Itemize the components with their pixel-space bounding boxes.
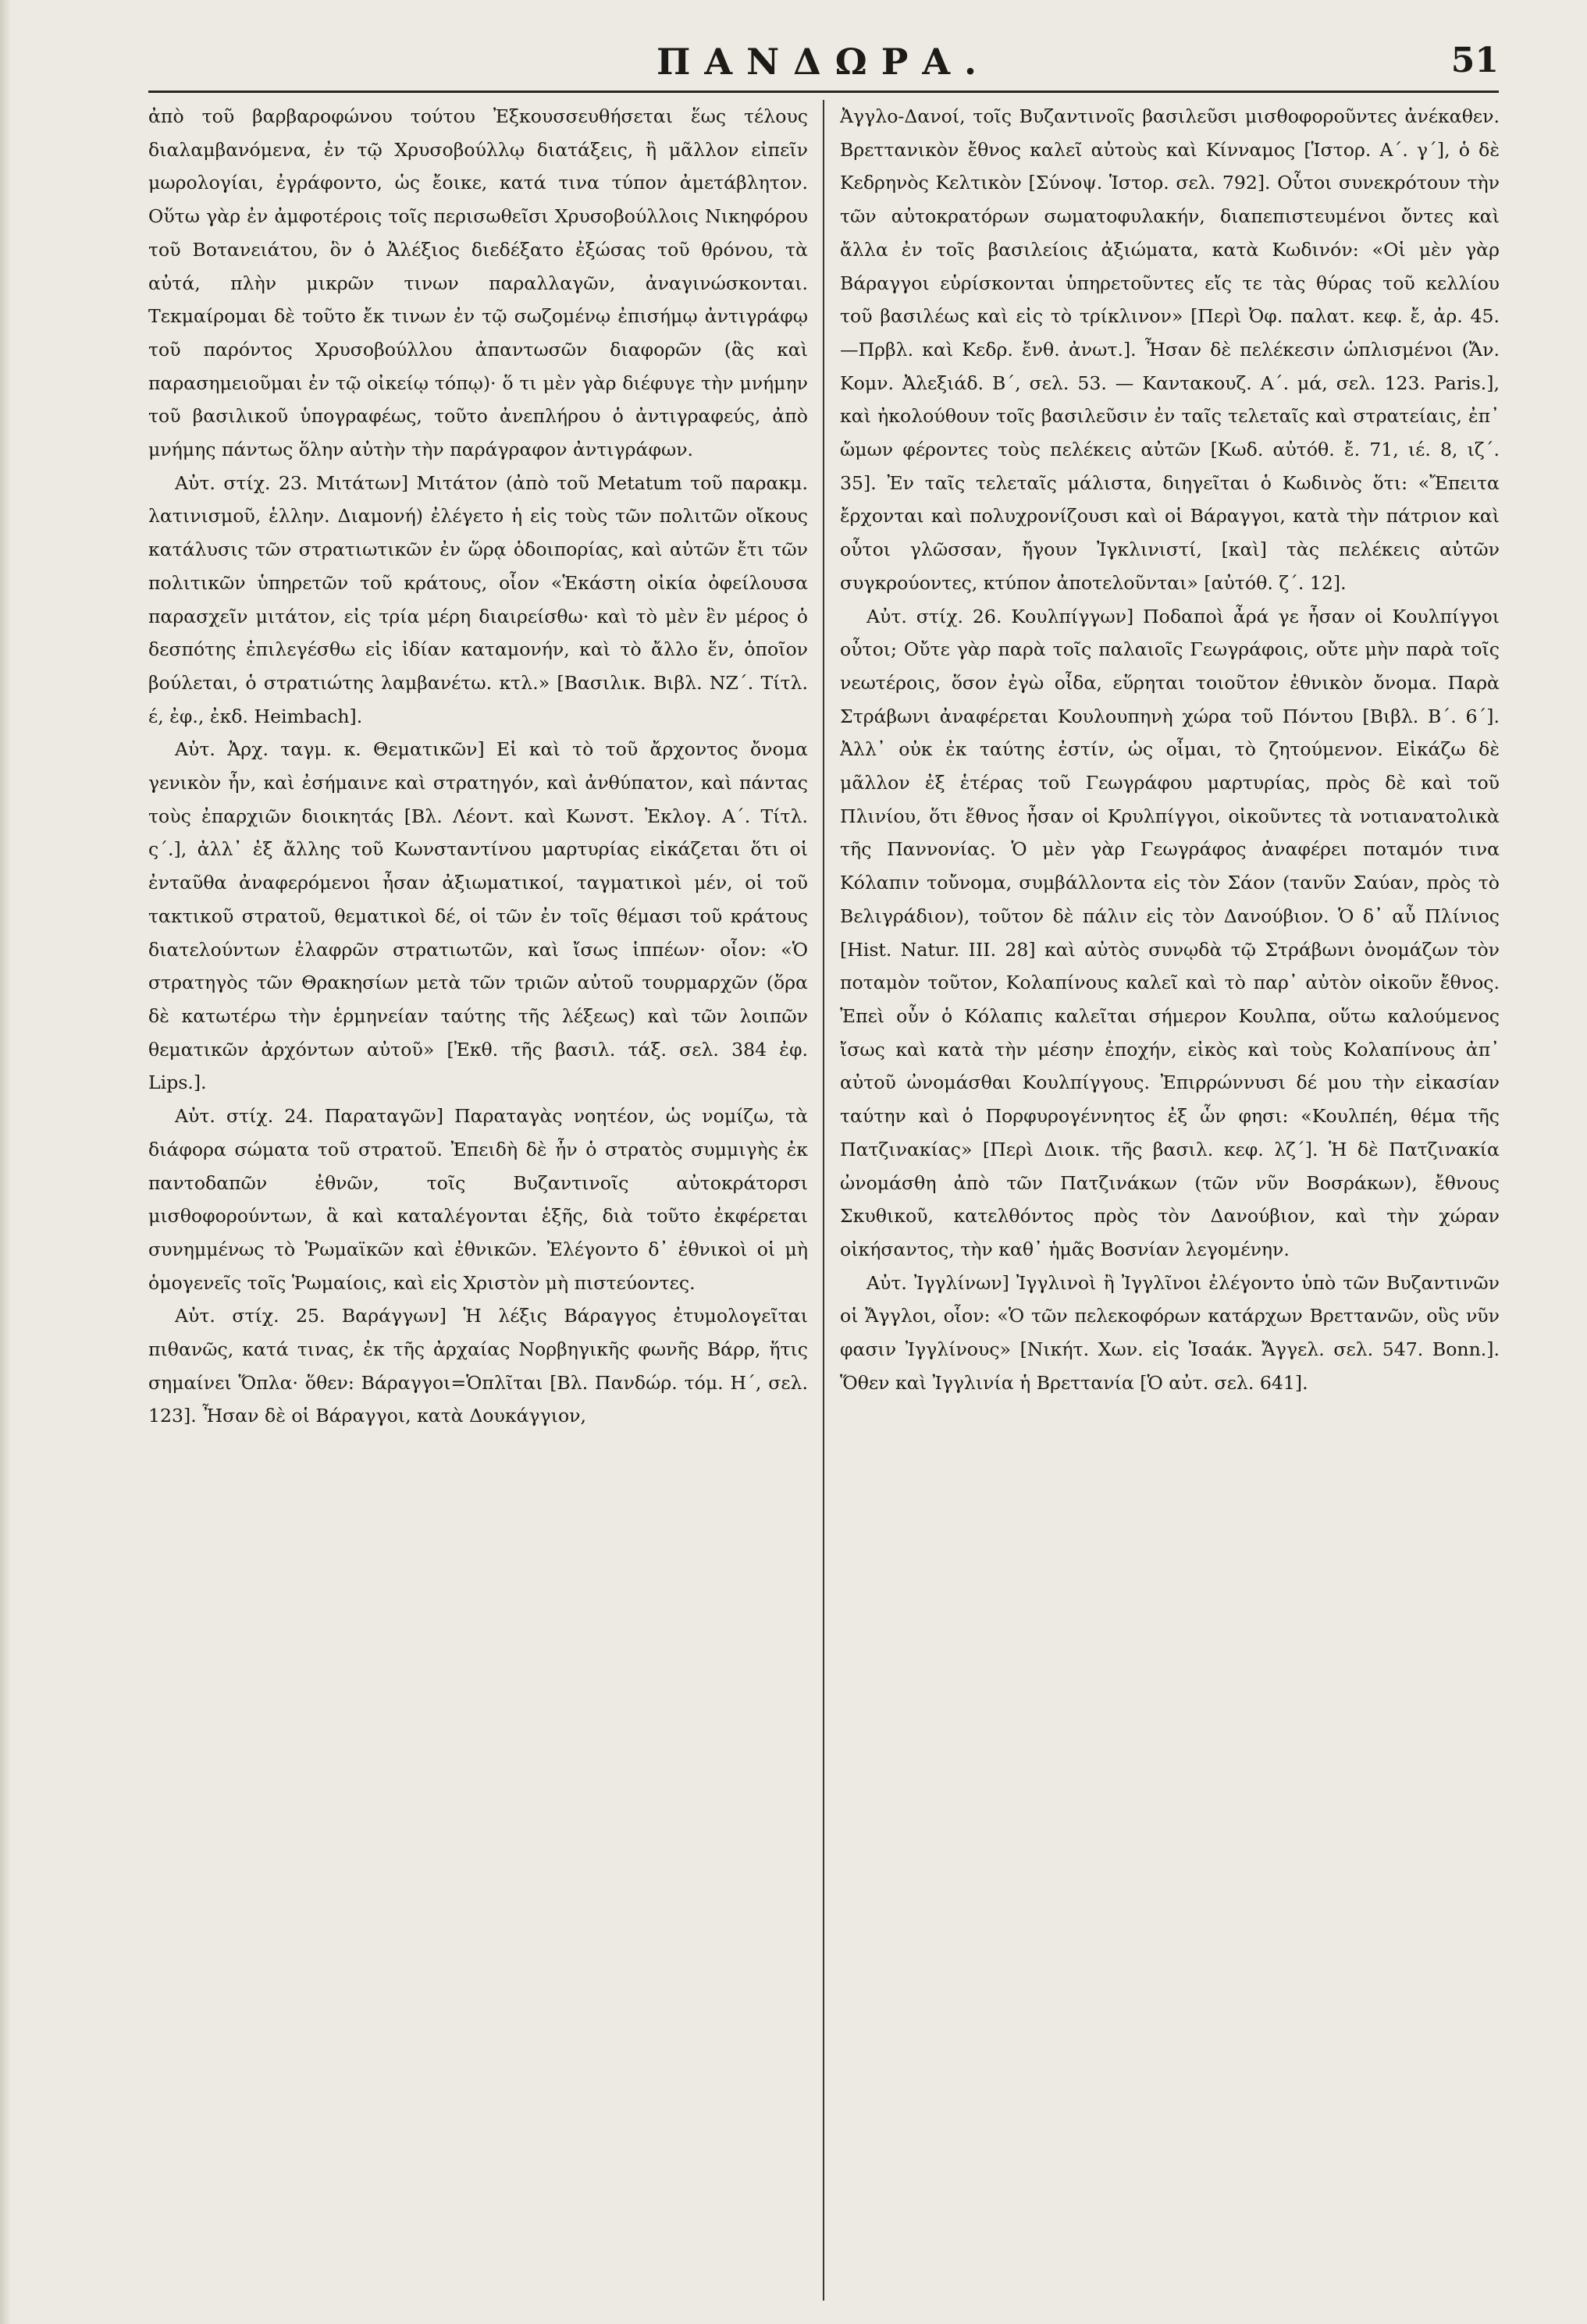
column-divider: [823, 100, 824, 2301]
paragraph: Αὐτ. Ἰγγλίνων] Ἰγγλινοὶ ἢ Ἰγγλῖνοι ἐλέγοντο ὑπὸ τῶν Βυζαντινῶν οἱ Ἄγγλοι, οἷον: «Ὁ τῶν πελεκοφόρων κατάρχων Βρεττανῶν, οὓς νῦν φασιν Ἰγγλίνους» [Νικήτ. Χων. εἰς Ἰσαάκ. Ἄγγελ. σελ. 547. Bonn.]. Ὅθεν καὶ Ἰγγλινία ἡ Βρεττανία [Ὁ αὐτ. σελ. 641].: [840, 1271, 1500, 1394]
page-number: 51: [1450, 41, 1499, 80]
running-head: [148, 41, 1499, 84]
paragraph: Αὐτ. στίχ. 26. Κουλπίγγων] Ποδαποὶ ἆρά γε ἦσαν οἱ Κουλπίγγοι οὗτοι; Οὔτε γὰρ παρὰ τοῖς παλαιοῖς Γεωγράφοις, οὔτε μὴν παρὰ τοῖς νεωτέροις, ὅσον ἐγὼ οἶδα, εὕρηται τοιοῦτον ἐθνικὸν ὄνομα. Παρὰ Στράβωνι ἀναφέρεται Κουλουπηνὴ χώρα τοῦ Πόντου [Βιβλ. Β΄. 6΄]. Ἀλλ᾽ οὐκ ἐκ ταύτης ἐστίν, ὡς οἶμαι, τὸ ζητούμενον. Εἰκάζω δὲ μᾶλλον ἐξ ἑτέρας τοῦ Γεωγράφου μαρτυρίας, πρὸς δὲ καὶ τοῦ Πλινίου, ὅτι ἔθνος ἦσαν οἱ Κρυλπίγγοι, οἰκοῦντες τὰ νοτιανατολικὰ τῆς Παννονίας. Ὁ μὲν γὰρ Γεωγράφος ἀναφέρει ποταμόν τινα Κόλαπιν τοὔνομα, συμβάλλοντα εἰς τὸν Σάον (τανῦν Σαύαν, πρὸς τὸ Βελιγράδιον), τοῦτον δὲ πάλιν εἰς τὸν Δανούβιον. Ὁ δ᾽ αὖ Πλίνιος [Hist. Natur. III. 28] καὶ αὐτὸς συνῳδὰ τῷ Στράβωνι ὀνομάζων τὸν ποταμὸν τοῦτον, Κολαπίνους καλεῖ καὶ τὸ παρ᾽ αὐτὸν οἰκοῦν ἔθνος. Ἐπεὶ οὖν ὁ Κόλαπις καλεῖται σήμερον Κουλπα, οὕτω καλούμενος ἴσως καὶ κατὰ τὴν μέσην ἐποχήν, εἰκὸς καὶ τοὺς Κολαπίνους ἀπ᾽ αὐτοῦ ὠνομάσθαι Κουλπίγγους. Ἐπιρρώννυσι δέ μου τὴν εἰκασίαν ταύτην καὶ ὁ Πορφυρογέννητος ἐξ ὧν φησι: «Κουλπέη, θέμα τῆς Πατζινακίας» [Περὶ Διοικ. τῆς βασιλ. κεφ. λζ΄]. Ἡ δὲ Πατζινακία ὠνομάσθη ἀπὸ τῶν Πατζινάκων (τῶν νῦν Βοσράκων), ἔθνους Σκυθικοῦ, κατελθόντος πρὸς τὸν Δανούβιον, καὶ τὴν χώραν οἰκήσαντος, τὴν καθ᾽ ἡμᾶς Βοσνίαν λεγομένην.: [840, 605, 1500, 1260]
paragraph: Αὐτ. στίχ. 23. Μιτάτων] Μιτάτον (ἀπὸ τοῦ Metatum τοῦ παρακμ. λατινισμοῦ, ἑλλην. Διαμονή) ἐλέγετο ἡ εἰς τοὺς τῶν πολιτῶν οἴκους κατάλυσις τῶν στρατιωτικῶν ἐν ὥρᾳ ὁδοιπορίας, καὶ αὐτῶν ἔτι τῶν πολιτικῶν ὑπηρετῶν τοῦ κράτους, οἷον «Ἑκάστη οἰκία ὀφείλουσα παρασχεῖν μιτάτον, εἰς τρία μέρη διαιρείσθω· καὶ τὸ μὲν ἓν μέρος ὁ δεσπότης ἐπιλεγέσθω εἰς ἰδίαν καταμονήν, καὶ τὸ ἄλλο ἕν, ὁποῖον βούλεται, ὁ στρατιώτης λαμβανέτω. κτλ.» [Βασιλικ. Βιβλ. ΝΖ΄. Τίτλ. έ, ἐφ., ἐκδ. Heimbach].: [148, 471, 808, 727]
scan-binding-edge: [0, 0, 11, 2324]
paragraph: Αὐτ. Ἀρχ. ταγμ. κ. Θεματικῶν] Εἰ καὶ τὸ τοῦ ἄρχοντος ὄνομα γενικὸν ἦν, καὶ ἐσήμαινε καὶ στρατηγόν, καὶ ἀνθύπατον, καὶ πάντας τοὺς ἐπαρχιῶν διοικητάς [Βλ. Λέοντ. καὶ Κωνστ. Ἐκλογ. Α΄. Τίτλ. ς΄.], ἀλλ᾽ ἐξ ἄλλης τοῦ Κωνσταντίνου μαρτυρίας εἰκάζεται ὅτι οἱ ἐνταῦθα ἀναφερόμενοι ἦσαν ἀξιωματικοί, ταγματικοὶ μέν, οἱ τοῦ τακτικοῦ στρατοῦ, θεματικοὶ δέ, οἱ τῶν ἐν τοῖς θέμασι τοῦ κράτους διατελούντων ἐλαφρῶν στρατιωτῶν, καὶ ἴσως ἱππέων· οἷον: «Ὁ στρατηγὸς τῶν Θρακησίων μετὰ τῶν τριῶν αὐτοῦ τουρμαρχῶν (ὅρα δὲ κατωτέρω τὴν ἑρμηνείαν ταύτης τῆς λέξεως) καὶ τῶν λοιπῶν θεματικῶν ἀρχόντων αὐτοῦ» [Ἐκθ. τῆς βασιλ. τάξ. σελ. 384 ἐφ. Lips.].: [148, 738, 808, 1094]
header-rule: [148, 91, 1499, 93]
paragraph: Ἀγγλο-Δανοί, τοῖς Βυζαντινοῖς βασιλεῦσι μισθοφοροῦντες ἀνέκαθεν. Βρεττανικὸν ἔθνος καλεῖ αὐτοὺς καὶ Κίνναμος [Ἱστορ. Α΄. γ΄], ὁ δὲ Κεδρηνὸς Κελτικὸν [Σύνοψ. Ἱστορ. σελ. 792]. Οὗτοι συνεκρότουν τὴν τῶν αὐτοκρατόρων σωματοφυλακήν, διαπεπιστευμένοι ὄντες καὶ ἄλλα ἐν τοῖς βασιλείοις ἀξιώματα, κατὰ Κωδινόν: «Οἱ μὲν γὰρ Βάραγγοι εὑρίσκονται ὑπηρετοῦντες εἴς τε τὰς θύρας τοῦ κελλίου τοῦ βασιλέως καὶ εἰς τὸ τρίκλινον» [Περὶ Ὀφ. παλατ. κεφ. ἔ, ἀρ. 45. —Πρβλ. καὶ Κεδρ. ἔνθ. ἀνωτ.]. Ἦσαν δὲ πελέκεσιν ὡπλισμένοι (Ἄν. Κομν. Ἀλεξιάδ. Β΄, σελ. 53. — Καντακουζ. Α΄. μά, σελ. 123. Paris.], καὶ ἠκολούθουν τοῖς βασιλεῦσιν ἐν ταῖς τελεταῖς καὶ στρατείαις, ἐπ᾽ ὤμων φέροντες τοὺς πελέκεις αὐτῶν [Κωδ. αὐτόθ. ἔ. 71, ιέ. 8, ιζ΄. 35]. Ἐν ταῖς τελεταῖς μάλιστα, διηγεῖται ὁ Κωδινὸς ὅτι: «Ἔπειτα ἔρχονται καὶ πολυχρονίζουσι καὶ οἱ Βάραγγοι, κατὰ τὴν πάτριον καὶ οὗτοι γλῶσσαν, ἤγουν Ἰγκλινιστί, [καὶ] τὰς πελέκεις αὐτῶν συγκρούοντες, κτύπον ἀποτελοῦνται» [αὐτόθ. ζ΄. 12].: [840, 105, 1500, 594]
left-column: [148, 100, 808, 2301]
right-column: [840, 100, 1500, 2301]
page-title: ΠΑΝΔΩΡΑ.: [656, 41, 991, 83]
paragraph: Αὐτ. στίχ. 25. Βαράγγων] Ἡ λέξις Βάραγγος ἐτυμολογεῖται πιθανῶς, κατά τινας, ἐκ τῆς ἀρχαίας Νορβηγικῆς φωνῆς Βάρρ, ἥτις σημαίνει Ὅπλα· ὅθεν: Βάραγγοι=Ὁπλῖται [Βλ. Πανδώρ. τόμ. Η΄, σελ. 123]. Ἦσαν δὲ οἱ Βάραγγοι, κατὰ Δουκάγγιον,: [148, 1305, 808, 1427]
paragraph: ἀπὸ τοῦ βαρβαρoφώνου τούτου Ἐξκουσσευθήσεται ἕως τέλους διαλαμβανόμενα, ἐν τῷ Χρυσοβούλλῳ διατάξεις, ἢ μᾶλλον εἰπεῖν μωρολογίαι, ἐγράφοντο, ὡς ἔοικε, κατά τινα τύπον ἀμετάβλητον. Οὕτω γὰρ ἐν ἀμφοτέροις τοῖς περισωθεῖσι Χρυσοβούλλοις Νικηφόρου τοῦ Βοτανειάτου, ὃν ὁ Ἀλέξιος διεδέξατο ἐξώσας τοῦ θρόνου, τὰ αὐτά, πλὴν μικρῶν τινων παραλλαγῶν, ἀναγινώσκονται. Τεκμαίρομαι δὲ τοῦτο ἔκ τινων ἐν τῷ σωζομένῳ ἐπισήμῳ ἀντιγράφῳ τοῦ παρόντος Χρυσοβούλλου ἀπαντωσῶν διαφορῶν (ἃς καὶ παρασημειοῦμαι ἐν τῷ οἰκείῳ τόπῳ)· ὅ τι μὲν γὰρ διέφυγε τὴν μνήμην τοῦ βασιλικοῦ ὑπογραφέως, τοῦτο ἀνεπλήρου ὁ ἀντιγραφεύς, ἀπὸ μνήμης πάντως ὅλην αὐτὴν τὴν παράγραφον ἀντιγράφων.: [148, 105, 808, 461]
paragraph: Αὐτ. στίχ. 24. Παραταγῶν] Παραταγὰς νοητέον, ὡς νομίζω, τὰ διάφορα σώματα τοῦ στρατοῦ. Ἐπειδὴ δὲ ἦν ὁ στρατὸς συμμιγὴς ἐκ παντοδαπῶν ἐθνῶν, τοῖς Βυζαντινοῖς αὐτοκράτορσι μισθοφορούντων, ἃ καὶ καταλέγονται ἑξῆς, διὰ τοῦτο ἐκφέρεται συνημμένως τὸ Ῥωμαϊκῶν καὶ ἐθνικῶν. Ἐλέγοντο δ᾽ ἐθνικοὶ οἱ μὴ ὁμογενεῖς τοῖς Ῥωμαίοις, καὶ εἰς Χριστὸν μὴ πιστεύοντες.: [148, 1105, 808, 1294]
